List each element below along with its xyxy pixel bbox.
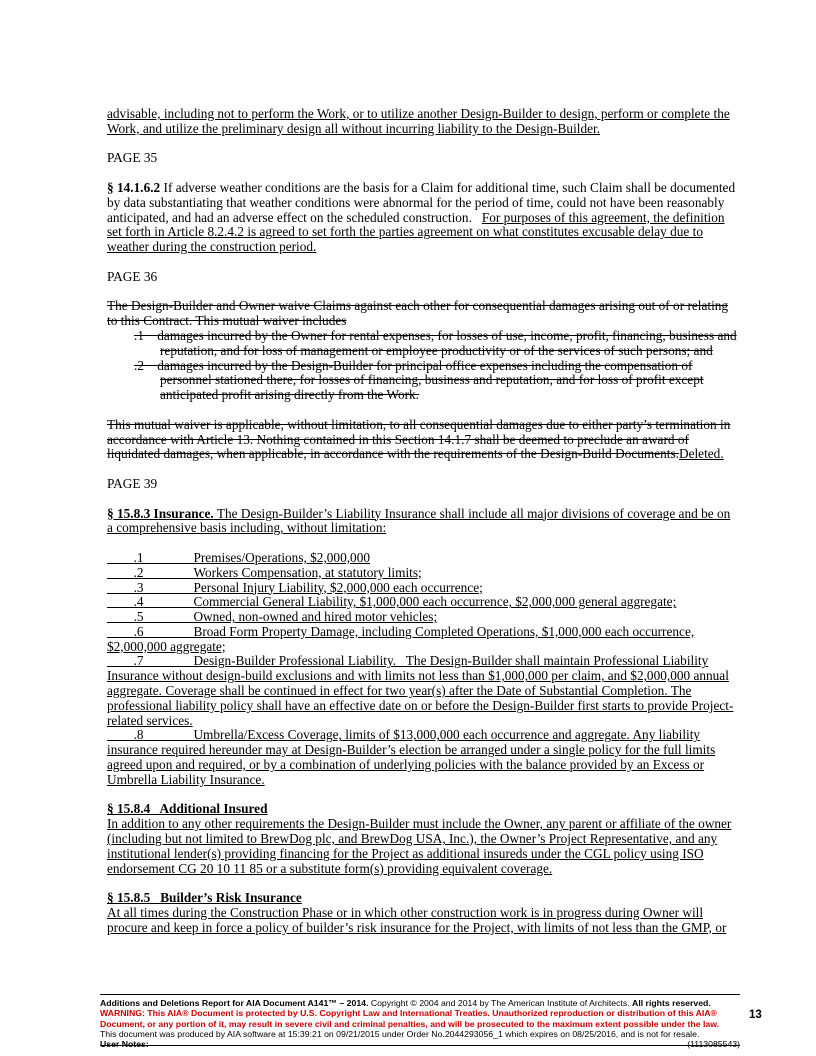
- tab-space: [144, 727, 194, 742]
- text-segment: For purposes of this agreement, the definition set forth in Article 8.2.4.2 is agreed to set forth the parties agreement on what constitutes excusable delay due to weather during the construction period.: [107, 209, 725, 255]
- text-segment: Personal Injury Liability, $2,000,000 each occurrence;: [193, 579, 483, 595]
- footer-lines: [100, 998, 740, 1039]
- tab-space: [107, 594, 134, 609]
- text-segment: .6: [133, 623, 144, 639]
- continuation-paragraph: [107, 107, 738, 137]
- section-15-8-5-heading: [107, 891, 738, 906]
- page-number: 13: [749, 1009, 762, 1021]
- deleted-list-item-2: [134, 357, 738, 403]
- text-segment: .7: [133, 653, 144, 669]
- text-segment: .3: [133, 579, 144, 595]
- footer-line: [100, 1029, 740, 1039]
- section-15-8-5-paragraph: [107, 906, 738, 936]
- text-segment: advisable, including not to perform the Work, or to utilize another Design-Builder to design, perform or complete the Work, and utilize the preliminary design all without incurring liability to the Design-Builder.: [107, 106, 730, 136]
- tab-space: [107, 624, 134, 639]
- text-segment: .2: [134, 357, 144, 373]
- text-segment: Owned, non-owned and hired motor vehicles;: [193, 609, 438, 625]
- text-segment: Commercial General Liability, $1,000,000 each occurrence, $2,000,000 general aggregate;: [193, 594, 677, 610]
- text-segment: This mutual waiver is applicable, without limitation, to all consequential damages due to either party’s termination in accordance with Article 13. Nothing contained in this Section 14.1.7 shall be deemed to preclude an award of liquidated damages, when applicable, in accordance with the requirements of the Design-Build Documents.: [107, 416, 731, 462]
- text-segment: All rights reserved.: [632, 998, 711, 1008]
- text-segment: Workers Compensation, at statutory limits;: [193, 564, 422, 580]
- text-segment: If adverse weather conditions are the basis for a Claim for additional time, such Claim shall be documented by data substantiating that weather conditions were abnormal for the period of time, could not have been reasonably anticipated, and had an adverse effect on the scheduled construction.: [107, 179, 736, 225]
- tab-space: [107, 727, 134, 742]
- text-segment: damages incurred by the Owner for rental expenses, for losses of use, income, profit, financing, business and reputation, and for loss of management or employee productivity or of the services of such persons; and: [157, 327, 737, 358]
- insurance-item-8: [107, 728, 738, 787]
- text-segment: At all times during the Construction Phase or in which other construction work is in progress during Owner will procure and keep in force a policy of builder’s risk insurance for the Project, with limits of not less than the GMP, or: [107, 905, 727, 935]
- text-segment: § 15.8.5 Builder’s Risk Insurance: [107, 890, 302, 906]
- text-segment: damages incurred by the Design-Builder for principal office expenses including the compensation of personnel stationed there, for losses of financing, business and reputation, and for loss of profit except anticipated profit arising directly from the Work.: [157, 357, 704, 403]
- insurance-item-5: [107, 610, 738, 625]
- insurance-item-2: [107, 566, 738, 581]
- insurance-item-4: [107, 595, 738, 610]
- page-label-35: [107, 151, 738, 166]
- page-footer: [100, 994, 740, 1049]
- tab-space: [144, 624, 194, 639]
- text-segment: This document was produced by AIA software at 15:39:21 on 09/21/2015 under Order No.2044293056_1 which expires on 08/25/2016, and is not for resale.: [100, 1028, 700, 1039]
- tab-space: [144, 609, 194, 624]
- insurance-item-3: [107, 581, 738, 596]
- page-label-39: [107, 477, 738, 492]
- text-segment: Additions and Deletions Report for AIA Document A141™ – 2014.: [100, 998, 371, 1008]
- text-segment: In addition to any other requirements the Design-Builder must include the Owner, any parent or affiliate of the owner (including but not limited to BrewDog plc, and BrewDog USA, Inc.), the Owner’s Project Representative, and any institutional lender(s) providing financing for the Project as additional insureds under the CGL policy using ISO endorsement CG 20 10 11 85 or a substitute form(s) providing equivalent coverage.: [107, 816, 732, 876]
- section-14-1-6-2-paragraph: [107, 181, 738, 255]
- tab-space: [107, 565, 134, 580]
- text-segment: .8: [133, 727, 144, 743]
- tab-space: [144, 594, 194, 609]
- insurance-item-1: [107, 551, 738, 566]
- text-segment: .1: [133, 549, 144, 565]
- text-segment: PAGE 36: [107, 268, 158, 284]
- user-notes-label: User Notes:: [100, 1039, 149, 1050]
- insurance-item-7: [107, 654, 738, 728]
- deleted-mutual-waiver-paragraph: [107, 418, 738, 462]
- text-segment: The Design-Builder’s Liability Insurance shall include all major divisions of coverage and be on a comprehensive basis including, without limitation:: [107, 505, 731, 536]
- insurance-item-6: [107, 625, 738, 655]
- text-segment: .2: [133, 564, 144, 580]
- tab-space: [107, 653, 134, 668]
- tab-space: [144, 653, 194, 668]
- text-segment: WARNING: This AIA® Document is protected by U.S. Copyright Law and International Treaties. Unauthorized reproduction or distribution of this AIA® Document, or any portion of it, may result in severe civil and criminal penalties, and will be prosecuted to the maximum extent possible under the law.: [100, 1008, 720, 1029]
- text-segment: Design-Builder Professional Liability. The Design-Builder shall maintain Professional Liability Insurance without design-build exclusions and with limits not less than $1,000,000 per claim, and $2,000,000 annual aggregate. Coverage shall be continued in effect for two year(s) after the Date of Substantial Completion. The professional liability policy shall have an effective date on or before the Design-Builder first starts to provide Project-related services.: [107, 653, 734, 728]
- text-segment: Copyright © 2004 and 2014 by The American Institute of Architects.: [370, 998, 633, 1008]
- bottom-rule: [100, 1045, 740, 1046]
- text-segment: PAGE 39: [107, 475, 158, 491]
- section-15-8-4-heading: [107, 802, 738, 817]
- tab-space: [107, 609, 134, 624]
- footer-line: [100, 998, 740, 1008]
- tab-space: [144, 580, 194, 595]
- text-segment: .4: [133, 594, 144, 610]
- text-segment: § 14.1.6.2: [107, 179, 161, 195]
- text-segment: Umbrella/Excess Coverage, limits of $13,000,000 each occurrence and aggregate. Any liability insurance required hereunder may at Design-Builder’s election be arranged under a single policy for the full limits agreed upon and required, or by a combination of underlying policies with the balance provided by an Excess or Umbrella Liability Insurance.: [107, 727, 716, 787]
- text-segment: Broad Form Property Damage, including Completed Operations, $1,000,000 each occurrence, $2,000,000 aggregate;: [107, 623, 695, 654]
- section-15-8-3-intro-paragraph: [107, 507, 738, 537]
- footer-line: [100, 1008, 740, 1029]
- text-segment: PAGE 35: [107, 150, 158, 166]
- document-content: [107, 107, 738, 950]
- text-segment: Deleted.: [678, 446, 724, 462]
- tab-space: [144, 328, 157, 343]
- text-segment: The Design-Builder and Owner waive Claims against each other for consequential damages arising out of or relating to this Contract. This mutual waiver includes: [107, 298, 729, 329]
- text-segment: Premises/Operations, $2,000,000: [193, 549, 370, 565]
- section-15-8-4-paragraph: [107, 817, 738, 876]
- tab-space: [107, 550, 134, 565]
- text-segment: § 15.8.4 Additional Insured: [107, 801, 268, 817]
- text-segment: .5: [133, 609, 144, 625]
- page-label-36: [107, 270, 738, 285]
- deleted-list-item-1: [134, 327, 738, 359]
- text-segment: .1: [134, 327, 144, 343]
- tab-space: [107, 580, 134, 595]
- tab-space: [144, 550, 194, 565]
- user-notes-number: (1113085543): [687, 1039, 740, 1050]
- tab-space: [144, 565, 194, 580]
- tab-space: [144, 358, 157, 373]
- deleted-waiver-intro-paragraph: [107, 299, 738, 329]
- text-segment: § 15.8.3 Insurance.: [107, 505, 214, 521]
